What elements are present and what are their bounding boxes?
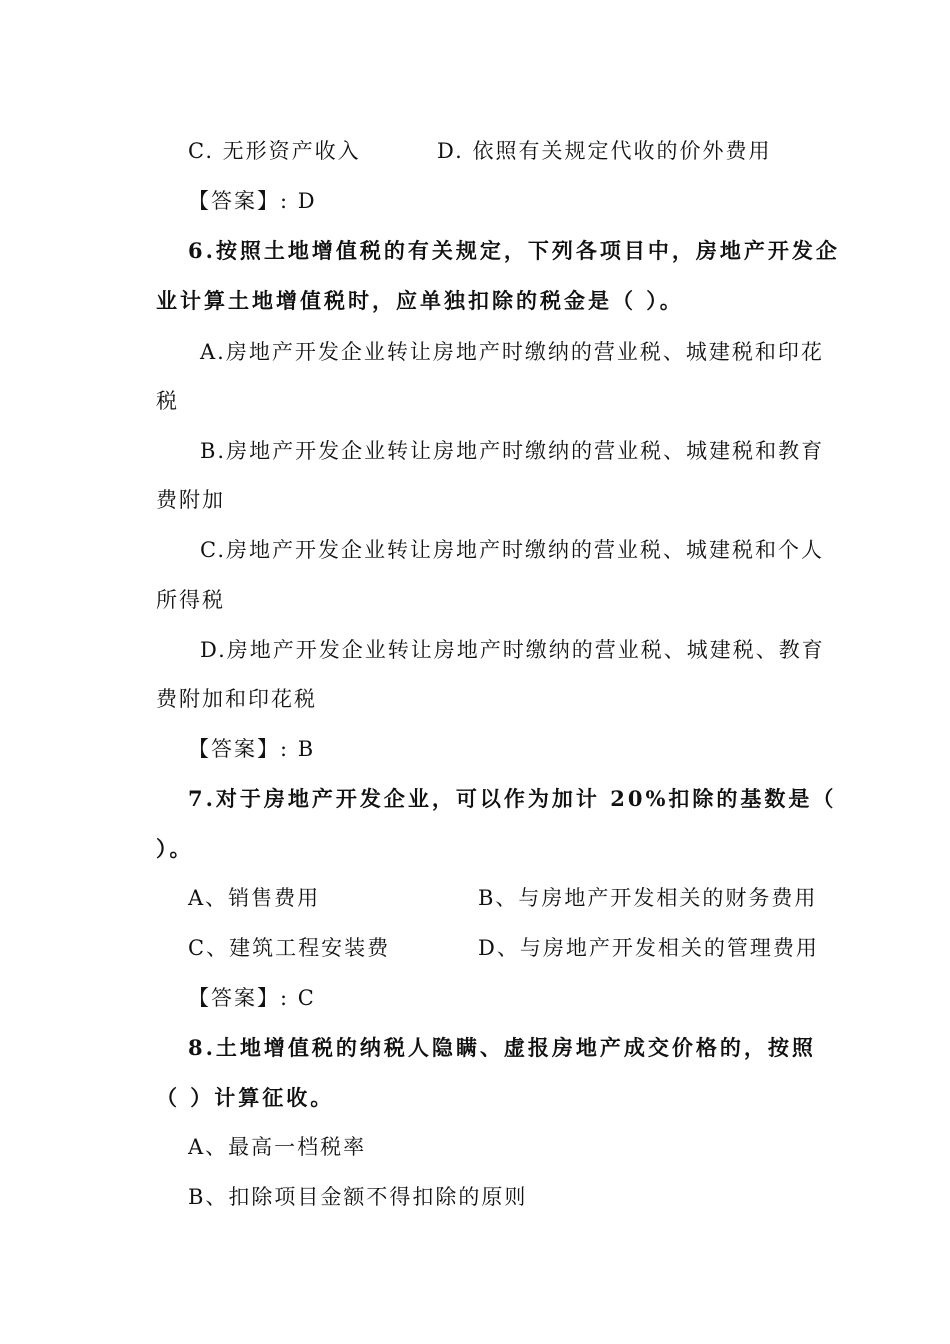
q8-stem-line2: （ ）计算征收。 — [156, 1085, 335, 1110]
q6-option-c-line1: C.房地产开发企业转让房地产时缴纳的营业税、城建税和个人 — [200, 538, 824, 562]
q6-stem-line2: 业计算土地增值税时，应单独扣除的税金是（ ）。 — [156, 288, 684, 313]
q8-stem-line1: 8.土地增值税的纳税人隐瞒、虚报房地产成交价格的，按照 — [188, 1035, 816, 1060]
q6-option-a-line2: 税 — [156, 389, 179, 413]
q6-stem-line1: 6.按照土地增值税的有关规定，下列各项目中，房地产开发企 — [188, 238, 840, 263]
q7-option-c: C、建筑工程安装费 — [188, 936, 391, 960]
q7-stem-line1: 7.对于房地产开发企业，可以作为加计 20%扣除的基数是（ — [188, 786, 837, 811]
q6-answer: 【答案】: B — [188, 737, 316, 761]
q8-option-b: B、扣除项目金额不得扣除的原则 — [188, 1185, 528, 1209]
q6-option-d-line2: 费附加和印花税 — [156, 687, 317, 711]
prev-option-d: D. 依照有关规定代收的价外费用 — [437, 139, 772, 163]
q6-option-c-line2: 所得税 — [156, 588, 225, 612]
q7-option-a: A、销售费用 — [188, 886, 321, 910]
q7-answer: 【答案】: C — [188, 986, 316, 1010]
q7-stem-line2: ）。 — [156, 836, 194, 861]
q7-option-b: B、与房地产开发相关的财务费用 — [478, 886, 818, 910]
q6-option-d-line1: D.房地产开发企业转让房地产时缴纳的营业税、城建税、教育 — [200, 638, 825, 662]
q6-option-b-line1: B.房地产开发企业转让房地产时缴纳的营业税、城建税和教育 — [200, 439, 825, 463]
prev-option-c: C. 无形资产收入 — [188, 139, 361, 163]
prev-answer: 【答案】: D — [188, 189, 317, 213]
q6-option-b-line2: 费附加 — [156, 488, 225, 512]
q6-option-a-line1: A.房地产开发企业转让房地产时缴纳的营业税、城建税和印花 — [200, 340, 824, 364]
q7-option-d: D、与房地产开发相关的管理费用 — [478, 936, 819, 960]
q8-option-a: A、最高一档税率 — [188, 1135, 367, 1159]
